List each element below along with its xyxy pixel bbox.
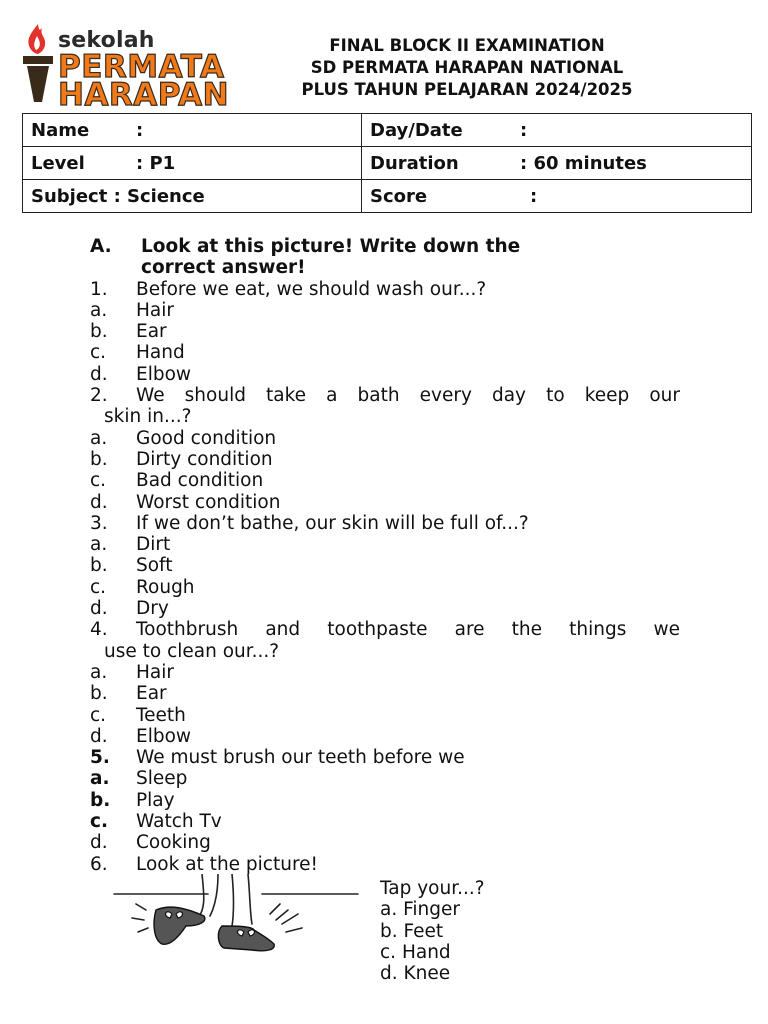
option-text: Dry xyxy=(136,598,169,620)
student-info-table xyxy=(22,113,752,213)
answer-option[interactable] xyxy=(90,662,680,683)
score-cell[interactable] xyxy=(362,180,752,213)
option-letter: d. xyxy=(90,725,108,747)
question-3 xyxy=(90,513,680,534)
question-text: We must brush our teeth before we xyxy=(136,747,465,769)
school-logo xyxy=(14,18,246,113)
option-text: Soft xyxy=(136,555,173,577)
option-text: Ear xyxy=(136,321,167,343)
option-letter: c. xyxy=(90,811,108,833)
logo-line-2: HARAPAN xyxy=(58,77,230,113)
torch-icon xyxy=(18,22,58,106)
question-text-cont: skin in...? xyxy=(104,406,192,428)
option-letter: c. xyxy=(90,342,107,364)
exam-header xyxy=(252,35,682,101)
level-value: : P1 xyxy=(136,152,176,174)
option-text: Sleep xyxy=(136,768,188,790)
answer-option[interactable] xyxy=(380,963,485,984)
option-text: Hair xyxy=(136,299,174,321)
option-letter: c. xyxy=(380,941,397,963)
day-date-cell[interactable] xyxy=(362,114,752,147)
option-text: Teeth xyxy=(136,704,186,726)
answer-option[interactable] xyxy=(90,832,680,853)
section-title xyxy=(90,236,680,257)
option-text: Finger xyxy=(403,899,461,921)
duration-cell xyxy=(362,147,752,180)
answer-option[interactable] xyxy=(90,726,680,747)
option-letter: d. xyxy=(90,491,108,513)
option-letter: c. xyxy=(90,470,107,492)
day-date-label: Day/Date xyxy=(370,119,463,141)
answer-option[interactable] xyxy=(90,321,680,342)
option-letter: d. xyxy=(380,963,398,985)
question-section xyxy=(90,236,680,875)
level-label: Level xyxy=(31,152,85,174)
option-letter: b. xyxy=(380,920,398,942)
answer-option[interactable] xyxy=(90,449,680,470)
option-text: Elbow xyxy=(136,363,192,385)
option-letter: c. xyxy=(90,576,107,598)
answer-option[interactable] xyxy=(90,705,680,726)
option-letter: a. xyxy=(380,899,398,921)
subject-label: Subject : Science xyxy=(31,185,205,207)
option-text: Knee xyxy=(403,963,451,985)
section-title-line-2: correct answer! xyxy=(141,257,306,279)
question-text: Look at the picture! xyxy=(136,853,318,875)
option-text: Cooking xyxy=(136,832,211,854)
question-6-side xyxy=(380,878,485,984)
option-letter: b. xyxy=(90,448,108,470)
question-number: 2. xyxy=(90,385,108,407)
answer-option[interactable] xyxy=(90,428,680,449)
answer-option[interactable] xyxy=(90,492,680,513)
question-6-prompt: Tap your...? xyxy=(380,878,485,899)
option-letter: b. xyxy=(90,555,108,577)
question-text: We should take a bath every day to keep our xyxy=(136,385,680,407)
option-text: Good condition xyxy=(136,427,277,449)
question-number: 5. xyxy=(90,747,110,769)
tapping-feet-icon xyxy=(112,874,362,960)
question-4 xyxy=(90,619,680,640)
option-letter: a. xyxy=(90,427,108,449)
option-letter: a. xyxy=(90,768,110,790)
question-6 xyxy=(90,854,680,875)
logo-sekolah-text: sekolah xyxy=(58,28,155,53)
question-number: 1. xyxy=(90,278,108,300)
level-cell xyxy=(23,147,362,180)
option-letter: a. xyxy=(90,661,108,683)
answer-option[interactable] xyxy=(90,768,680,789)
header-line-3: PLUS TAHUN PELAJARAN 2024/2025 xyxy=(301,80,633,99)
option-text: Ear xyxy=(136,683,167,705)
option-text: Hand xyxy=(401,941,451,963)
option-text: Watch Tv xyxy=(136,811,222,833)
option-letter: d. xyxy=(90,363,108,385)
option-letter: d. xyxy=(90,598,108,620)
question-text: Before we eat, we should wash our...? xyxy=(136,278,487,300)
section-title-cont xyxy=(90,257,680,278)
question-text-cont: use to clean our...? xyxy=(104,640,280,662)
option-text: Rough xyxy=(136,576,195,598)
answer-option[interactable] xyxy=(90,300,680,321)
name-cell[interactable] xyxy=(23,114,362,147)
header-line-2: SD PERMATA HARAPAN NATIONAL xyxy=(310,58,624,77)
answer-option[interactable] xyxy=(90,364,680,385)
answer-option[interactable] xyxy=(90,790,680,811)
header-line-1: FINAL BLOCK II EXAMINATION xyxy=(329,36,605,55)
option-letter: c. xyxy=(90,704,107,726)
question-text: Toothbrush and toothpaste are the things we xyxy=(136,619,680,641)
question-number: 6. xyxy=(90,853,108,875)
score-value: : xyxy=(530,185,538,207)
answer-option[interactable] xyxy=(380,899,485,920)
subject-cell xyxy=(23,180,362,213)
question-number: 4. xyxy=(90,619,108,641)
option-text: Worst condition xyxy=(136,491,281,513)
answer-option[interactable] xyxy=(90,598,680,619)
section-letter: A. xyxy=(90,236,112,257)
name-value: : xyxy=(136,119,144,141)
question-5 xyxy=(90,747,680,768)
day-date-value: : xyxy=(520,119,528,141)
answer-option[interactable] xyxy=(90,577,680,598)
option-letter: a. xyxy=(90,534,108,556)
option-text: Feet xyxy=(403,920,444,942)
option-text: Play xyxy=(136,789,175,811)
duration-value: : 60 minutes xyxy=(520,152,647,174)
option-letter: b. xyxy=(90,321,108,343)
question-1 xyxy=(90,279,680,300)
option-letter: b. xyxy=(90,789,111,811)
option-text: Hair xyxy=(136,661,174,683)
option-letter: b. xyxy=(90,683,108,705)
answer-option[interactable] xyxy=(90,683,680,704)
logo-line-1: PERMATA xyxy=(58,49,225,85)
answer-option[interactable] xyxy=(380,942,485,963)
answer-option[interactable] xyxy=(90,342,680,363)
answer-option[interactable] xyxy=(90,555,680,576)
answer-option[interactable] xyxy=(380,921,485,942)
name-label: Name xyxy=(31,119,90,141)
score-label: Score xyxy=(370,185,428,207)
question-2 xyxy=(90,385,680,406)
option-letter: a. xyxy=(90,299,108,321)
answer-option[interactable] xyxy=(90,470,680,491)
duration-label: Duration xyxy=(370,152,459,174)
answer-option[interactable] xyxy=(90,534,680,555)
option-text: Bad condition xyxy=(136,470,264,492)
option-text: Elbow xyxy=(136,725,192,747)
answer-option[interactable] xyxy=(90,811,680,832)
option-letter: d. xyxy=(90,832,108,854)
question-text: If we don’t bathe, our skin will be full of...? xyxy=(136,512,529,534)
question-number: 3. xyxy=(90,512,108,534)
option-text: Dirt xyxy=(136,534,171,556)
option-text: Hand xyxy=(136,342,185,364)
option-text: Dirty condition xyxy=(136,448,273,470)
section-title-line-1: Look at this picture! Write down the xyxy=(141,236,521,257)
